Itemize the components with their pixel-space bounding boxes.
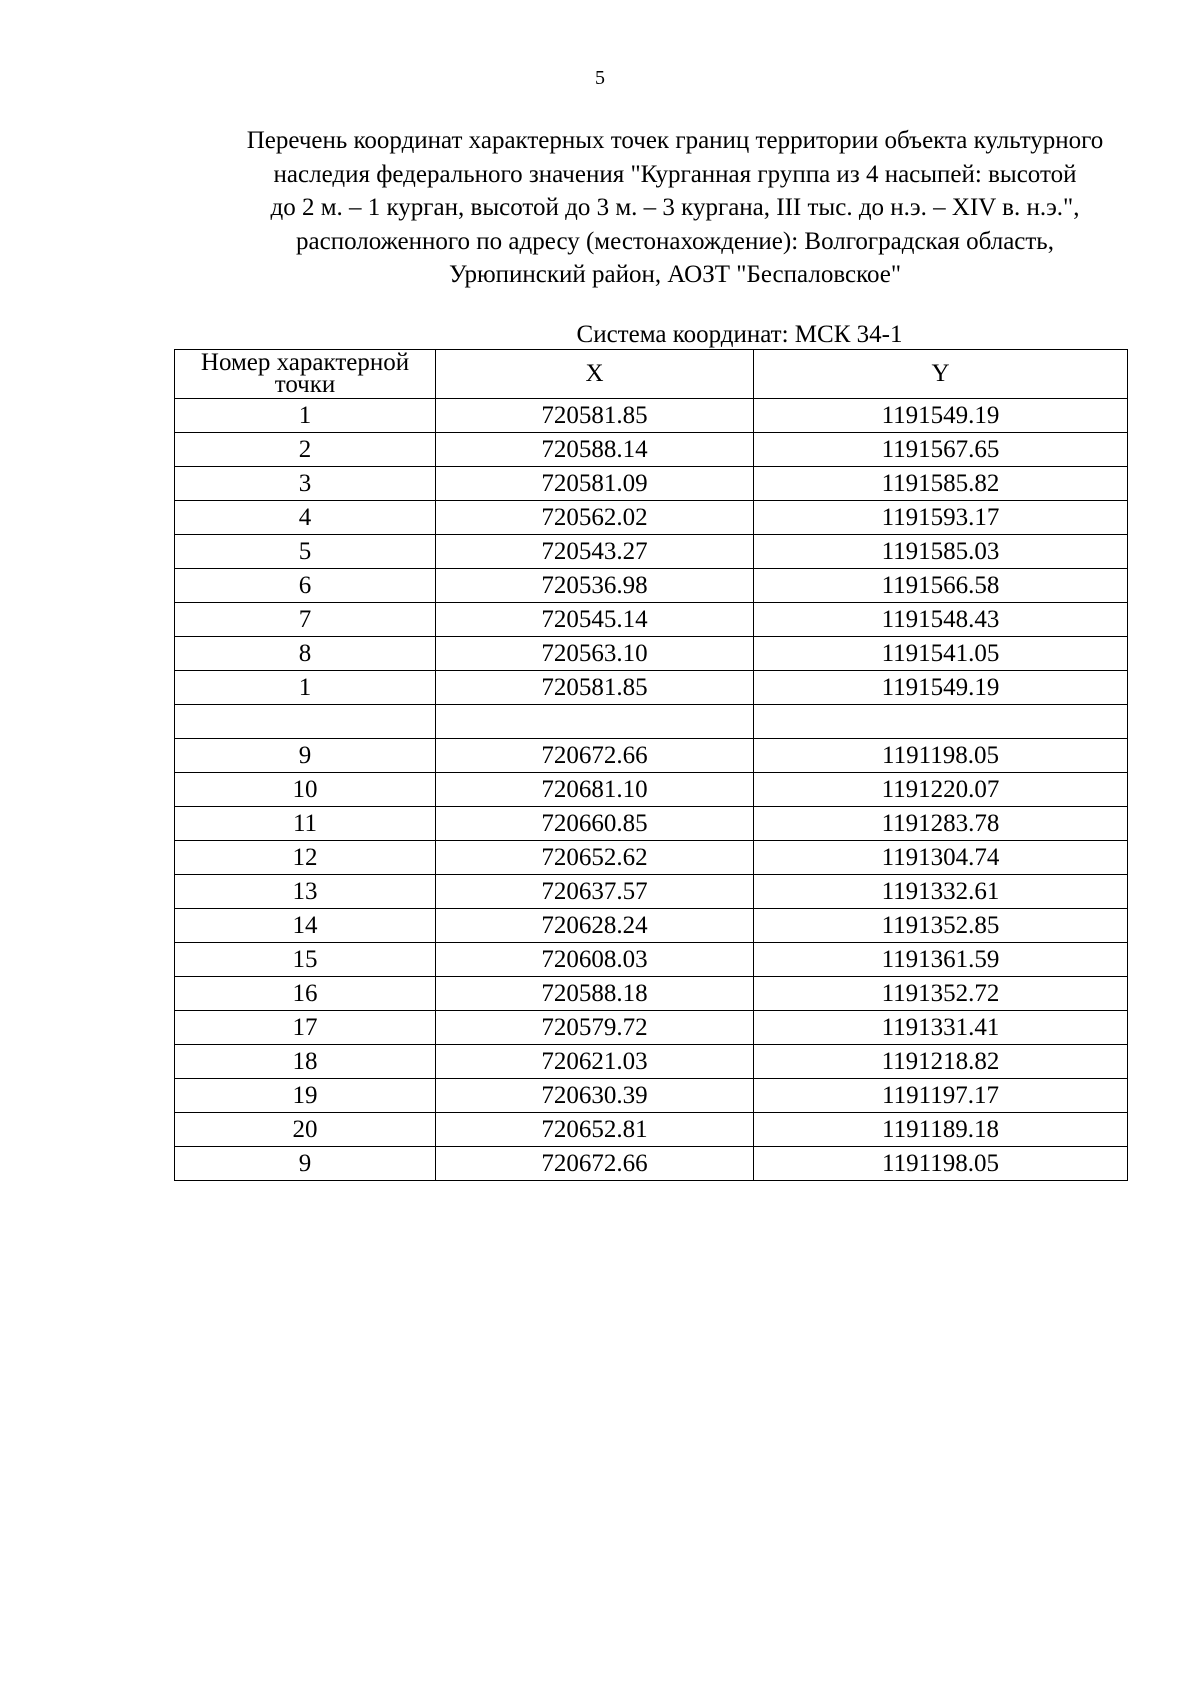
cell-point-number: 11	[175, 807, 436, 841]
table-row	[175, 1147, 1128, 1181]
table-row	[175, 603, 1128, 637]
table-row	[175, 535, 1128, 569]
cell-y: 1191304.74	[754, 841, 1128, 875]
cell-y: 1191197.17	[754, 1079, 1128, 1113]
cell-x: 720621.03	[436, 1045, 754, 1079]
cell-y: 1191567.65	[754, 433, 1128, 467]
table-row	[175, 569, 1128, 603]
table-row	[175, 807, 1128, 841]
table-header-row	[175, 350, 1128, 399]
cell-x	[436, 705, 754, 739]
cell-y: 1191189.18	[754, 1113, 1128, 1147]
cell-x: 720581.09	[436, 467, 754, 501]
cell-x: 720652.81	[436, 1113, 754, 1147]
cell-x: 720660.85	[436, 807, 754, 841]
cell-y: 1191332.61	[754, 875, 1128, 909]
cell-y: 1191585.82	[754, 467, 1128, 501]
cell-point-number: 14	[175, 909, 436, 943]
cell-y	[754, 705, 1128, 739]
cell-point-number: 3	[175, 467, 436, 501]
cell-y: 1191331.41	[754, 1011, 1128, 1045]
title-line: расположенного по адресу (местонахождение): Волгоградская область,	[296, 227, 1054, 255]
header-y: Y	[754, 350, 1128, 399]
table-row	[175, 637, 1128, 671]
cell-point-number: 15	[175, 943, 436, 977]
table-row	[175, 1079, 1128, 1113]
cell-x: 720581.85	[436, 671, 754, 705]
table-row	[175, 467, 1128, 501]
cell-point-number: 8	[175, 637, 436, 671]
cell-y: 1191283.78	[754, 807, 1128, 841]
cell-point-number: 9	[175, 1147, 436, 1181]
document-title	[120, 124, 1200, 292]
cell-y: 1191566.58	[754, 569, 1128, 603]
cell-y: 1191593.17	[754, 501, 1128, 535]
cell-x: 720579.72	[436, 1011, 754, 1045]
table-row	[175, 433, 1128, 467]
cell-y: 1191352.85	[754, 909, 1128, 943]
cell-point-number: 2	[175, 433, 436, 467]
cell-x: 720630.39	[436, 1079, 754, 1113]
cell-point-number: 12	[175, 841, 436, 875]
cell-y: 1191541.05	[754, 637, 1128, 671]
cell-y: 1191218.82	[754, 1045, 1128, 1079]
cell-x: 720652.62	[436, 841, 754, 875]
title-line: до 2 м. – 1 курган, высотой до 3 м. – 3 кургана, III тыс. до н.э. – XIV в. н.э.",	[270, 194, 1080, 221]
table-row	[175, 909, 1128, 943]
cell-point-number: 16	[175, 977, 436, 1011]
cell-point-number: 9	[175, 739, 436, 773]
cell-point-number: 1	[175, 671, 436, 705]
table-row	[175, 1045, 1128, 1079]
coordinate-system-caption: Система координат: МСК 34-1	[576, 321, 903, 348]
cell-point-number: 10	[175, 773, 436, 807]
cell-point-number: 17	[175, 1011, 436, 1045]
cell-x: 720628.24	[436, 909, 754, 943]
header-point-number: Номер характерной точки	[175, 350, 436, 399]
cell-x: 720545.14	[436, 603, 754, 637]
table-row	[175, 705, 1128, 739]
cell-point-number: 7	[175, 603, 436, 637]
cell-x: 720672.66	[436, 739, 754, 773]
cell-y: 1191198.05	[754, 1147, 1128, 1181]
cell-point-number: 18	[175, 1045, 436, 1079]
cell-x: 720536.98	[436, 569, 754, 603]
cell-y: 1191361.59	[754, 943, 1128, 977]
table-row	[175, 1011, 1128, 1045]
cell-x: 720562.02	[436, 501, 754, 535]
coordinates-table	[174, 349, 1128, 1181]
cell-point-number: 20	[175, 1113, 436, 1147]
table-row	[175, 977, 1128, 1011]
cell-x: 720563.10	[436, 637, 754, 671]
cell-y: 1191548.43	[754, 603, 1128, 637]
cell-x: 720581.85	[436, 399, 754, 433]
page-number: 5	[595, 67, 605, 89]
title-line: Перечень координат характерных точек границ территории объекта культурного	[246, 127, 1104, 154]
header-x: X	[436, 350, 754, 399]
table-body	[175, 399, 1128, 1181]
cell-point-number: 4	[175, 501, 436, 535]
cell-y: 1191585.03	[754, 535, 1128, 569]
cell-x: 720543.27	[436, 535, 754, 569]
table-row	[175, 875, 1128, 909]
cell-x: 720608.03	[436, 943, 754, 977]
table-row	[175, 739, 1128, 773]
cell-y: 1191352.72	[754, 977, 1128, 1011]
cell-x: 720681.10	[436, 773, 754, 807]
cell-point-number: 5	[175, 535, 436, 569]
cell-y: 1191198.05	[754, 739, 1128, 773]
coordinates-table-container	[174, 349, 1127, 1181]
table-row	[175, 399, 1128, 433]
cell-x: 720637.57	[436, 875, 754, 909]
cell-x: 720588.14	[436, 433, 754, 467]
table-row	[175, 501, 1128, 535]
title-line: Урюпинский район, АОЗТ "Беспаловское"	[448, 261, 902, 288]
table-row	[175, 841, 1128, 875]
cell-y: 1191220.07	[754, 773, 1128, 807]
cell-point-number: 19	[175, 1079, 436, 1113]
table-row	[175, 943, 1128, 977]
title-line: наследия федерального значения "Курганная группа из 4 насыпей: высотой	[273, 160, 1077, 188]
table-row	[175, 773, 1128, 807]
table-row	[175, 1113, 1128, 1147]
cell-point-number	[175, 705, 436, 739]
cell-point-number: 1	[175, 399, 436, 433]
cell-x: 720672.66	[436, 1147, 754, 1181]
cell-point-number: 13	[175, 875, 436, 909]
cell-point-number: 6	[175, 569, 436, 603]
table-row	[175, 671, 1128, 705]
cell-x: 720588.18	[436, 977, 754, 1011]
cell-y: 1191549.19	[754, 399, 1128, 433]
cell-y: 1191549.19	[754, 671, 1128, 705]
